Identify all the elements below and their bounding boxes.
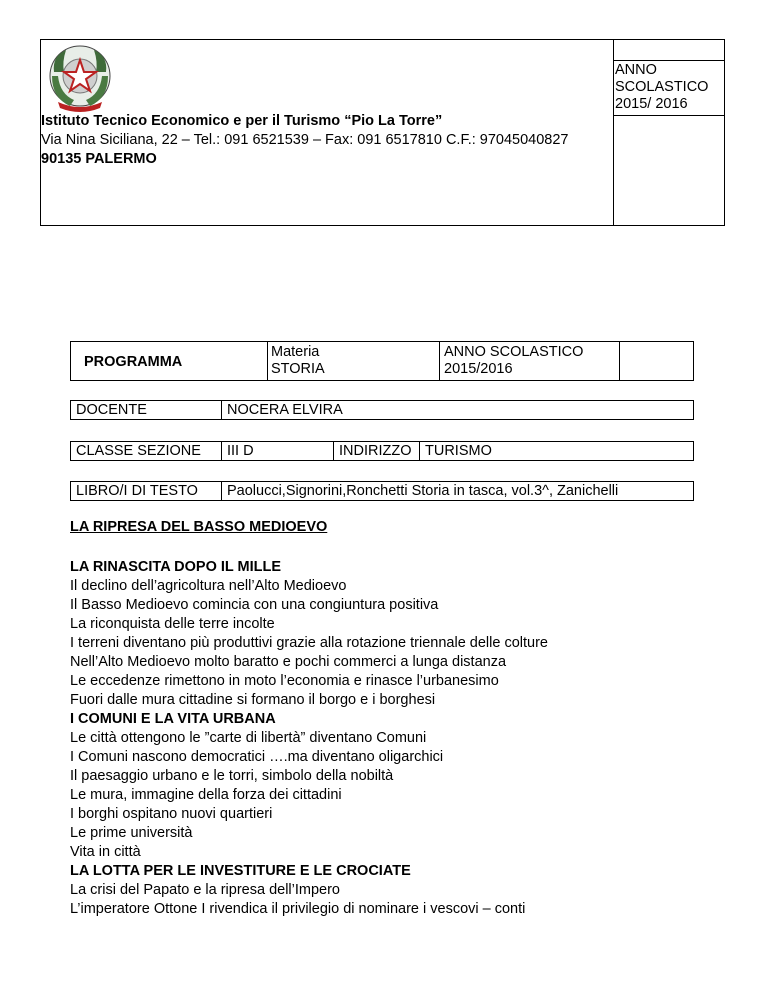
header-divider: [613, 115, 725, 116]
track-label: INDIRIZZO: [333, 441, 420, 461]
class-label: CLASSE SEZIONE: [70, 441, 222, 461]
list-item: Le eccedenze rimettono in moto l’economia e rinasce l’urbanesimo: [70, 673, 499, 689]
class-row: [70, 441, 694, 461]
program-table: [70, 341, 694, 381]
track-value: TURISMO: [419, 441, 694, 461]
empty-cell: [619, 341, 694, 381]
teacher-label: DOCENTE: [70, 400, 222, 420]
subject-value: STORIA: [271, 361, 325, 377]
school-address: Via Nina Siciliana, 22 – Tel.: 091 6521539 – Fax: 091 6517810 C.F.: 97045040827: [41, 132, 569, 148]
list-item: La riconquista delle terre incolte: [70, 616, 275, 632]
list-item: I Comuni nascono democratici ….ma diventano oligarchici: [70, 749, 444, 765]
header-school-year: [615, 62, 723, 113]
class-value: III D: [221, 441, 334, 461]
books-row: [70, 481, 694, 501]
program-year-cell: [439, 341, 620, 381]
list-item: Nell’Alto Medioevo molto baratto e pochi commerci a lunga distanza: [70, 654, 507, 670]
year-label-line: SCOLASTICO: [615, 79, 709, 95]
list-item: Le prime università: [70, 825, 193, 841]
subject-label: Materia: [271, 344, 320, 360]
year-label-line: ANNO: [615, 62, 657, 78]
list-item: Fuori dalle mura cittadine si formano il borgo e i borghesi: [70, 692, 436, 708]
program-label: PROGRAMMA: [70, 341, 268, 381]
list-item: Vita in città: [70, 844, 141, 860]
program-content: [70, 558, 548, 919]
section-title: LA LOTTA PER LE INVESTITURE E LE CROCIATE: [70, 863, 411, 879]
header-divider: [613, 60, 725, 61]
school-city: 90135 PALERMO: [41, 151, 157, 167]
main-title: LA RIPRESA DEL BASSO MEDIOEVO: [70, 519, 328, 535]
list-item: La crisi del Papato e la ripresa dell’Impero: [70, 882, 340, 898]
program-year-label: ANNO SCOLASTICO: [444, 344, 584, 360]
list-item: I terreni diventano più produttivi grazie alla rotazione triennale delle colture: [70, 635, 548, 651]
program-year-value: 2015/2016: [444, 361, 513, 377]
list-item: Il paesaggio urbano e le torri, simbolo della nobiltà: [70, 768, 394, 784]
teacher-row: [70, 400, 694, 420]
school-name: Istituto Tecnico Economico e per il Turismo “Pio La Torre”: [41, 113, 443, 129]
header-divider: [613, 39, 614, 226]
list-item: L’imperatore Ottone I rivendica il privilegio di nominare i vescovi – conti: [70, 901, 526, 917]
list-item: I borghi ospitano nuovi quartieri: [70, 806, 273, 822]
books-value: Paolucci,Signorini,Ronchetti Storia in tasca, vol.3^, Zanichelli: [221, 481, 694, 501]
list-item: Il Basso Medioevo comincia con una congiuntura positiva: [70, 597, 439, 613]
list-item: Le città ottengono le ”carte di libertà” diventano Comuni: [70, 730, 427, 746]
list-item: Il declino dell’agricoltura nell’Alto Medioevo: [70, 578, 347, 594]
section-title: LA RINASCITA DOPO IL MILLE: [70, 559, 282, 575]
teacher-value: NOCERA ELVIRA: [221, 400, 694, 420]
list-item: Le mura, immagine della forza dei cittadini: [70, 787, 342, 803]
subject-cell: [267, 341, 440, 381]
books-label: LIBRO/I DI TESTO: [70, 481, 222, 501]
italian-republic-emblem-icon: [44, 42, 116, 114]
year-label-line: 2015/ 2016: [615, 96, 688, 112]
section-title: I COMUNI E LA VITA URBANA: [70, 711, 276, 727]
